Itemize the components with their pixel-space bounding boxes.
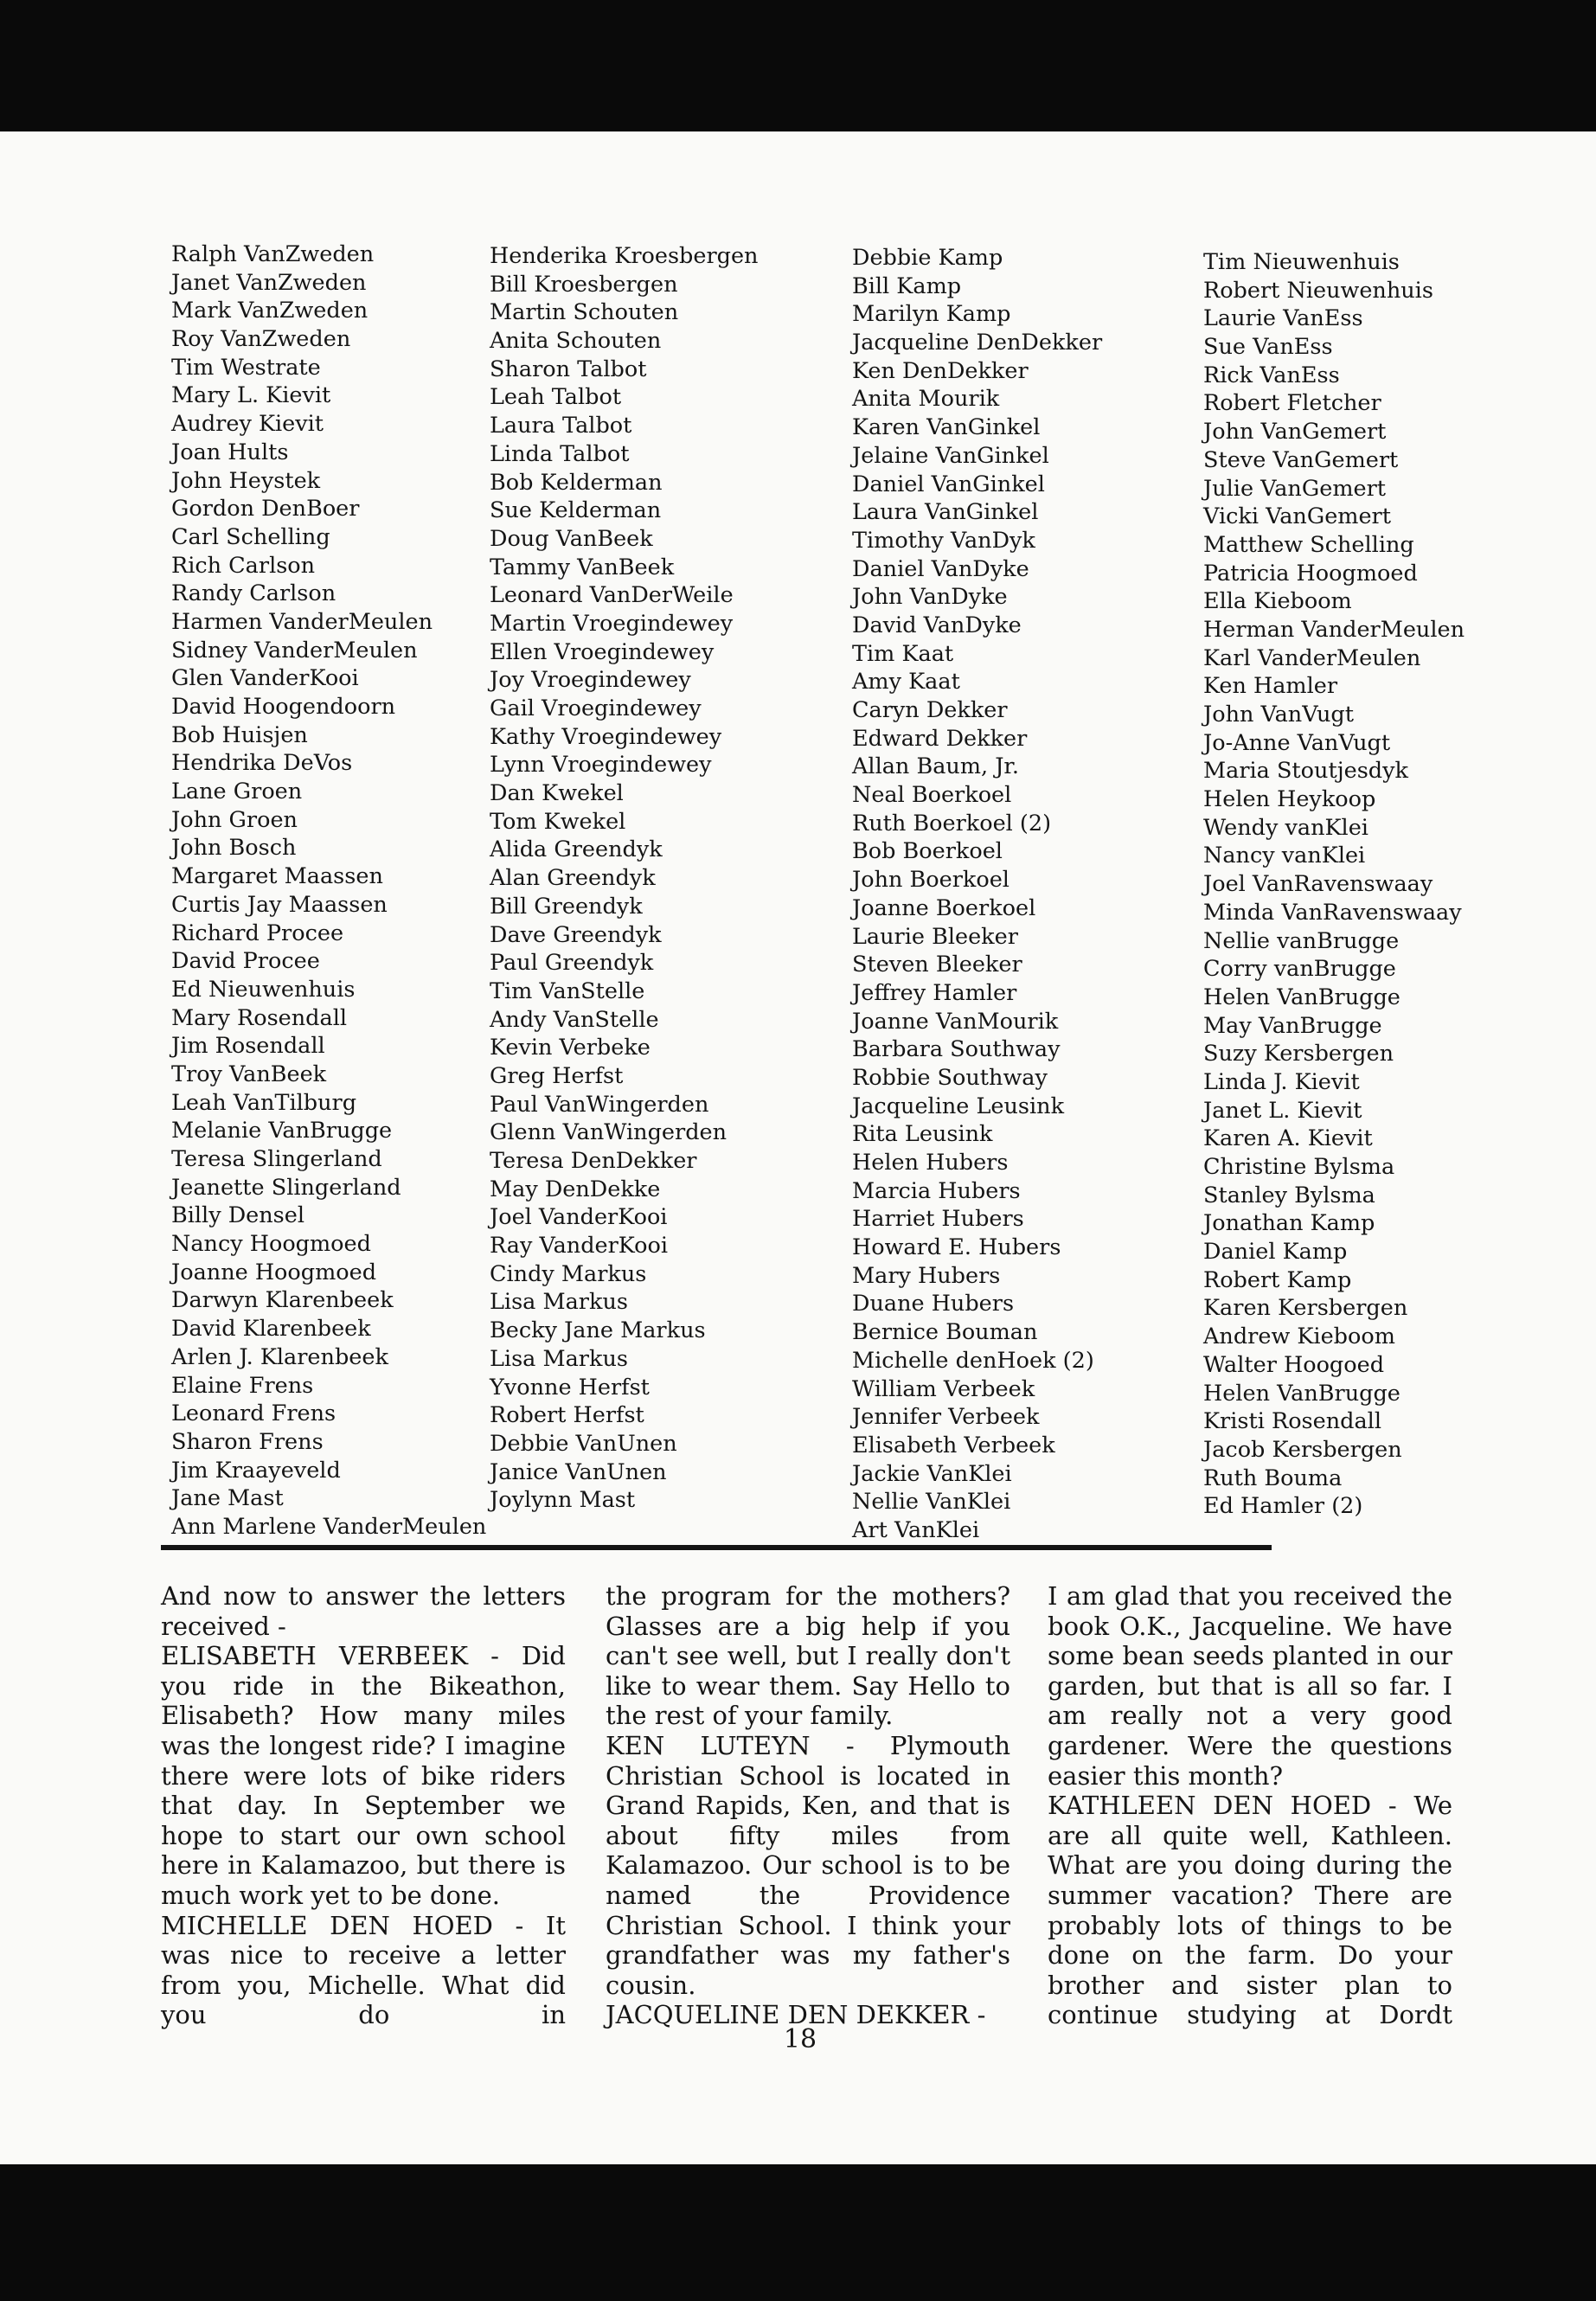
name-list-item: Nellie vanBrugge	[1203, 927, 1400, 954]
name-list-item: Jo-Anne VanVugt	[1203, 729, 1391, 756]
name-list-item: Daniel VanDyke	[852, 555, 1029, 582]
name-list-item: Robert Kamp	[1203, 1266, 1352, 1293]
name-list-item: Alan Greendyk	[490, 865, 656, 892]
name-list-item: Joanne Boerkoel	[852, 894, 1036, 921]
name-list-item: Jacob Kersbergen	[1203, 1436, 1402, 1463]
name-list-item: John Boerkoel	[852, 867, 1010, 894]
name-list-item: Rita Leusink	[852, 1121, 993, 1148]
letters-column-3	[1048, 1581, 1452, 2030]
name-list-item: Bill Kamp	[852, 272, 962, 299]
name-list-item: Tim Westrate	[171, 354, 321, 381]
letters-column-1	[161, 1581, 566, 2030]
name-list-item: Helen VanBrugge	[1203, 1380, 1401, 1407]
name-list-item: Mark VanZweden	[171, 298, 369, 324]
name-list-item: Ellen Vroegindewey	[490, 638, 715, 665]
name-list-item: Kristi Rosendall	[1203, 1408, 1381, 1435]
name-list-item: Joanne VanMourik	[852, 1008, 1059, 1035]
name-list-item: Bob Huisjen	[171, 721, 308, 748]
name-list-item: Arlen J. Klarenbeek	[171, 1343, 388, 1370]
name-list-item: David Procee	[171, 948, 320, 975]
name-list-item: Daniel VanGinkel	[852, 471, 1045, 497]
name-list-item: Julie VanGemert	[1203, 475, 1387, 502]
name-list-item: Karl VanderMeulen	[1203, 644, 1421, 671]
name-list-item: Duane Hubers	[852, 1291, 1015, 1317]
name-list-item: Ken Hamler	[1203, 673, 1338, 700]
name-list-item: Bob Kelderman	[490, 469, 663, 496]
name-list-item: Ella Kieboom	[1203, 588, 1352, 615]
name-list-item: Tammy VanBeek	[490, 554, 675, 580]
name-list-item: Nancy Hoogmoed	[171, 1231, 371, 1258]
name-list-item: Joan Hults	[171, 439, 289, 465]
name-list-item: Yvonne Herfst	[490, 1374, 650, 1400]
name-list-item: Henderika Kroesbergen	[490, 243, 759, 269]
name-list-item: Lisa Markus	[490, 1289, 628, 1316]
name-list-item: John VanGemert	[1203, 419, 1387, 445]
name-list-item: Kevin Verbeke	[490, 1035, 651, 1061]
name-list-item: Joel VanRavenswaay	[1203, 871, 1433, 898]
name-list-item: Ruth Boerkoel (2)	[852, 810, 1052, 836]
name-list-item: Marcia Hubers	[852, 1177, 1021, 1204]
name-list-item: Bob Boerkoel	[852, 838, 1003, 865]
name-list-item: Elisabeth Verbeek	[852, 1432, 1055, 1458]
name-list-item: Robert Fletcher	[1203, 390, 1381, 417]
name-list-item: Dave Greendyk	[490, 921, 662, 948]
name-list-item: Karen Kersbergen	[1203, 1295, 1408, 1322]
name-list-item: William Verbeek	[852, 1375, 1035, 1402]
name-list-item: Neal Boerkoel	[852, 782, 1012, 809]
name-list-item: Ed Hamler (2)	[1203, 1493, 1363, 1520]
name-list-item: Jennifer Verbeek	[852, 1404, 1040, 1431]
name-list-item: Anita Schouten	[490, 328, 662, 355]
name-list-item: Linda Talbot	[490, 440, 630, 467]
name-list-item: Tim Nieuwenhuis	[1203, 249, 1400, 275]
name-list-item: Troy VanBeek	[171, 1061, 327, 1087]
name-list-item: Edward Dekker	[852, 725, 1028, 752]
name-list-item: Vicki VanGemert	[1203, 503, 1391, 530]
name-list-item: John Heystek	[171, 467, 321, 494]
name-list-item: Anita Mourik	[852, 386, 1000, 413]
name-list-item: David VanDyke	[852, 612, 1022, 638]
name-list-item: Nellie VanKlei	[852, 1489, 1011, 1516]
name-list-item: Andy VanStelle	[490, 1006, 659, 1033]
name-list-item: Debbie VanUnen	[490, 1430, 677, 1457]
name-list-item: Glenn VanWingerden	[490, 1119, 727, 1146]
name-list-item: Doug VanBeek	[490, 525, 653, 552]
name-list-column-1	[171, 240, 486, 1541]
name-list-item: Andrew Kieboom	[1203, 1324, 1395, 1350]
name-list-item: Karen VanGinkel	[852, 414, 1041, 441]
name-list-item: Art VanKlei	[852, 1516, 980, 1543]
name-list-item: Allan Baum, Jr.	[852, 753, 1019, 780]
name-list-item: Steve VanGemert	[1203, 446, 1399, 473]
name-list-item: Suzy Kersbergen	[1203, 1041, 1394, 1067]
name-list-item: David Klarenbeek	[171, 1316, 371, 1343]
name-list-item: Tim Kaat	[852, 640, 954, 667]
name-list-item: Cindy Markus	[490, 1260, 647, 1287]
name-list-item: Linda J. Kievit	[1203, 1068, 1360, 1095]
name-list-item: Debbie Kamp	[852, 245, 1003, 271]
name-list-item: Martin Schouten	[490, 299, 679, 326]
name-list-item: Robert Herfst	[490, 1402, 644, 1429]
page-number: 18	[783, 2024, 817, 2054]
name-list-item: Audrey Kievit	[171, 411, 324, 438]
name-list-item: Walter Hoogoed	[1203, 1351, 1385, 1378]
name-list-item: Jackie VanKlei	[852, 1460, 1012, 1487]
letter-reply-jacqueline: I am glad that you received the book O.K., Jacqueline. We have some bean seeds planted in our garden, but that is all so far. I am really not a very good gardener. Were the questions easier this month?	[1048, 1581, 1452, 1791]
letters-intro: And now to answer the letters received -	[161, 1581, 566, 1641]
name-list-item: Elaine Frens	[171, 1372, 314, 1399]
name-list-item: Jonathan Kamp	[1203, 1210, 1375, 1237]
name-list-item: Robbie Southway	[852, 1064, 1048, 1091]
name-list-item: Jeffrey Hamler	[852, 979, 1017, 1006]
name-list-item: Lisa Markus	[490, 1345, 628, 1372]
name-list-item: Alida Greendyk	[490, 836, 663, 863]
name-list-item: Amy Kaat	[852, 669, 960, 695]
name-list-item: Curtis Jay Maassen	[171, 891, 388, 918]
name-list-item: David Hoogendoorn	[171, 694, 396, 720]
letter-reply-ken: KEN LUTEYN - Plymouth Christian School is located in Grand Rapids, Ken, and that is about fifty miles from Kalamazoo. Our school is to be named the Providence Christian School. I think your grandfather was my father's cousin.	[606, 1730, 1010, 2000]
name-list-item: Daniel Kamp	[1203, 1239, 1348, 1266]
name-list-item: Paul VanWingerden	[490, 1091, 709, 1118]
name-list-item: Leah VanTilburg	[171, 1089, 357, 1116]
name-list-column-2	[490, 242, 758, 1515]
name-list-item: Bernice Bouman	[852, 1319, 1038, 1346]
name-list-item: Dan Kwekel	[490, 780, 624, 807]
name-list-item: Helen Hubers	[852, 1150, 1009, 1176]
letter-reply-michelle-cont: the program for the mothers? Glasses are a big help if you can't see well, but I really don't like to wear them. Say Hello to the rest of your family.	[606, 1581, 1010, 1731]
name-list-item: May VanBrugge	[1203, 1012, 1382, 1039]
name-list-item: Ken DenDekker	[852, 357, 1029, 384]
name-list-item: Ed Nieuwenhuis	[171, 976, 356, 1003]
name-list-item: Helen VanBrugge	[1203, 984, 1401, 1010]
name-list-item: Herman VanderMeulen	[1203, 616, 1465, 643]
name-list-item: Janet VanZweden	[171, 269, 367, 296]
name-list-item: Kathy Vroegindewey	[490, 723, 722, 750]
name-list-item: Janet L. Kievit	[1203, 1097, 1362, 1124]
name-list-item: Jane Mast	[171, 1485, 284, 1512]
name-list-item: John Groen	[171, 806, 298, 833]
letter-reply-jacqueline-heading: JACQUELINE DEN DEKKER -	[606, 2000, 986, 2030]
page	[0, 131, 1596, 2164]
name-list-item: Gordon DenBoer	[171, 496, 360, 522]
name-list-item: Harmen VanderMeulen	[171, 608, 433, 635]
name-list-item: Sue VanEss	[1203, 334, 1333, 361]
name-list-item: Laura Talbot	[490, 413, 632, 439]
name-list-item: Sharon Talbot	[490, 356, 647, 382]
name-list-item: Lane Groen	[171, 779, 303, 805]
name-list-item: Matthew Schelling	[1203, 531, 1414, 558]
name-list-column-3	[852, 244, 1102, 1545]
name-list-item: Howard E. Hubers	[852, 1234, 1061, 1261]
name-list-item: Laura VanGinkel	[852, 499, 1039, 526]
name-list-item: Marilyn Kamp	[852, 301, 1011, 328]
name-list-item: Nancy vanKlei	[1203, 843, 1366, 869]
name-list-item: Glen VanderKooi	[171, 665, 359, 692]
name-list-item: Joel VanderKooi	[490, 1204, 668, 1231]
name-list-item: John VanVugt	[1203, 702, 1355, 727]
name-list-item: Jim Rosendall	[171, 1033, 325, 1060]
name-list-item: Jacqueline Leusink	[852, 1093, 1065, 1119]
name-list-item: Barbara Southway	[852, 1036, 1061, 1063]
name-list-item: Leah Talbot	[490, 384, 622, 411]
name-list-item: Lynn Vroegindewey	[490, 752, 712, 779]
name-list-item: Ruth Bouma	[1203, 1465, 1343, 1491]
name-list-item: Janice VanUnen	[490, 1458, 667, 1485]
name-list-item: Ralph VanZweden	[171, 241, 375, 267]
name-list-item: Michelle denHoek (2)	[852, 1347, 1094, 1374]
name-list-item: Harriet Hubers	[852, 1206, 1024, 1233]
name-list-item: Melanie VanBrugge	[171, 1118, 393, 1144]
divider-rule	[161, 1545, 1272, 1550]
name-list-item: Joylynn Mast	[490, 1487, 636, 1514]
name-list-item: Billy Densel	[171, 1202, 305, 1229]
name-list-item: Patricia Hoogmoed	[1203, 560, 1418, 586]
name-list-item: Bill Kroesbergen	[490, 271, 678, 298]
name-list-item: Greg Herfst	[490, 1062, 624, 1089]
name-list-item: Caryn Dekker	[852, 697, 1008, 723]
name-list-item: Margaret Maassen	[171, 863, 383, 890]
name-list-item: Mary Rosendall	[171, 1004, 348, 1031]
name-list-item: John Bosch	[171, 835, 297, 862]
name-list-item: Paul Greendyk	[490, 950, 654, 977]
name-list-item: Tom Kwekel	[490, 808, 626, 835]
name-list-item: Bill Greendyk	[490, 893, 643, 920]
letter-reply-michelle: MICHELLE DEN HOED - It was nice to receive a letter from you, Michelle. What did you do in	[161, 1910, 566, 2030]
name-list-item: Leonard VanDerWeile	[490, 582, 734, 609]
name-list-item: Wendy vanKlei	[1203, 814, 1368, 841]
name-list-item: Roy VanZweden	[171, 326, 351, 353]
name-list-item: Teresa Slingerland	[171, 1146, 382, 1172]
name-list-item: Hendrika DeVos	[171, 750, 353, 777]
name-list-item: Ray VanderKooi	[490, 1233, 669, 1259]
name-list-item: Jim Kraayeveld	[171, 1457, 341, 1484]
name-list-item: Steven Bleeker	[852, 952, 1022, 978]
name-list-item: Carl Schelling	[171, 523, 330, 550]
name-list-item: John VanDyke	[852, 584, 1008, 611]
name-list-item: Christine Bylsma	[1203, 1154, 1395, 1180]
name-list-item: Helen Heykoop	[1203, 786, 1376, 813]
name-list-item: Jelaine VanGinkel	[852, 442, 1049, 469]
name-list-item: Robert Nieuwenhuis	[1203, 277, 1433, 304]
name-list-item: Karen A. Kievit	[1203, 1125, 1373, 1152]
letter-reply-kathleen: KATHLEEN DEN HOED - We are all quite well, Kathleen. What are you doing during the summer vacation? There are probably lots of things to be done on the farm. Do your brother and sister plan to continue studying at Dordt	[1048, 1791, 1452, 2030]
name-list-item: Sue Kelderman	[490, 497, 662, 524]
name-list-item: Minda VanRavenswaay	[1203, 899, 1462, 926]
name-list-item: Jeanette Slingerland	[171, 1174, 401, 1201]
name-list-item: Timothy VanDyk	[852, 527, 1035, 554]
name-list-item: Ann Marlene VanderMeulen	[171, 1513, 487, 1540]
name-list-item: Maria Stoutjesdyk	[1203, 758, 1408, 785]
name-list-item: Gail Vroegindewey	[490, 695, 702, 721]
name-list-item: Laurie Bleeker	[852, 923, 1018, 950]
name-list-item: Mary Hubers	[852, 1262, 1001, 1289]
name-list-column-4	[1203, 248, 1465, 1521]
name-list-item: Laurie VanEss	[1203, 305, 1363, 332]
name-list-item: Richard Procee	[171, 920, 344, 946]
name-list-item: Jacqueline DenDekker	[852, 330, 1103, 356]
name-list-item: Rich Carlson	[171, 552, 316, 579]
name-list-item: Mary L. Kievit	[171, 382, 331, 409]
name-list-item: Darwyn Klarenbeek	[171, 1287, 394, 1314]
letter-reply-elisabeth: ELISABETH VERBEEK - Did you ride in the Bikeathon, Elisabeth? How many miles was the longest ride? I imagine there were lots of bike riders that day. In September we hope to start our own school here in Kalamazoo, but there is much work yet to be done.	[161, 1641, 566, 1910]
name-list-item: Rick VanEss	[1203, 362, 1340, 388]
name-list-item: Stanley Bylsma	[1203, 1182, 1375, 1208]
name-list-item: May DenDekke	[490, 1176, 661, 1202]
name-list-item: Tim VanStelle	[490, 977, 645, 1004]
name-list-item: Sharon Frens	[171, 1428, 324, 1455]
name-list-item: Randy Carlson	[171, 580, 337, 607]
name-list-item: Corry vanBrugge	[1203, 956, 1396, 983]
name-list-item: Joy Vroegindewey	[490, 667, 691, 694]
name-list-item: Martin Vroegindewey	[490, 610, 734, 637]
letters-column-2	[606, 1581, 1010, 2030]
name-list-item: Becky Jane Markus	[490, 1317, 706, 1344]
name-list-item: Teresa DenDekker	[490, 1148, 697, 1174]
name-list-item: Sidney VanderMeulen	[171, 637, 418, 663]
name-list-item: Leonard Frens	[171, 1400, 337, 1427]
name-list-item: Joanne Hoogmoed	[171, 1259, 377, 1285]
